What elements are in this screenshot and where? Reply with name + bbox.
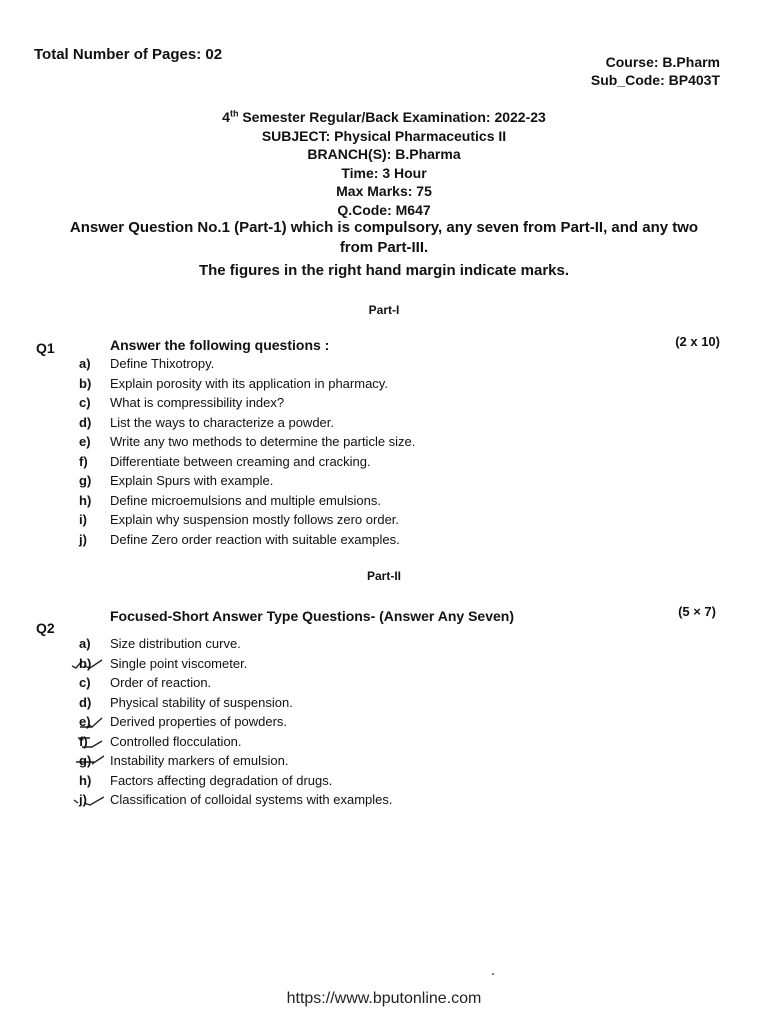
list-item bbox=[70, 673, 670, 693]
item-label: e) bbox=[79, 434, 91, 449]
list-item bbox=[70, 654, 670, 674]
list-item bbox=[70, 354, 670, 374]
course-info bbox=[591, 53, 720, 89]
instructions bbox=[30, 218, 738, 258]
semester-ordinal: 4 bbox=[222, 109, 230, 125]
item-label: c) bbox=[79, 395, 91, 410]
item-label: h) bbox=[79, 772, 92, 788]
item-text: Size distribution curve. bbox=[110, 636, 241, 651]
item-label: j) bbox=[79, 792, 87, 807]
item-label: j) bbox=[79, 531, 87, 547]
item-text: Controlled flocculation. bbox=[110, 733, 242, 749]
list-item bbox=[70, 790, 670, 810]
time-text: Time: 3 Hour bbox=[341, 164, 427, 181]
list-item bbox=[70, 393, 670, 413]
scan-speck bbox=[492, 973, 494, 975]
item-text: Classification of colloidal systems with examples. bbox=[110, 792, 393, 807]
item-text: Define Zero order reaction with suitable examples. bbox=[110, 531, 400, 547]
list-item bbox=[70, 530, 670, 550]
instructions-line2: from Part-III. bbox=[339, 239, 429, 256]
item-text: What is compressibility index? bbox=[110, 395, 285, 410]
exam-title-text: Semester Regular/Back Examination: 2022-23 bbox=[238, 109, 546, 125]
part1-label: Part-I bbox=[368, 303, 400, 317]
item-label: b) bbox=[79, 655, 92, 671]
item-text: Define microemulsions and multiple emulsions. bbox=[110, 492, 381, 508]
item-label: d) bbox=[79, 414, 92, 430]
footer-url[interactable]: https://www.bputonline.com bbox=[286, 990, 482, 1007]
item-text: Explain porosity with its application in pharmacy. bbox=[110, 375, 388, 391]
item-text: Order of reaction. bbox=[110, 675, 212, 690]
q1-heading: Answer the following questions : bbox=[110, 337, 330, 353]
item-label: f) bbox=[79, 733, 88, 749]
branch-text: BRANCH(S): B.Pharma bbox=[307, 146, 461, 162]
item-label: d) bbox=[79, 694, 92, 710]
list-item bbox=[70, 471, 670, 491]
item-text: Explain Spurs with example. bbox=[110, 473, 274, 488]
item-label: i) bbox=[79, 512, 87, 527]
list-item bbox=[70, 732, 670, 752]
q1-list bbox=[70, 354, 670, 549]
item-text: Explain why suspension mostly follows zero order. bbox=[110, 512, 400, 527]
item-label: g) bbox=[79, 473, 92, 488]
q2-number: Q2 bbox=[36, 620, 55, 636]
list-item bbox=[70, 693, 670, 713]
marks-note: The figures in the right hand margin indicate marks. bbox=[198, 262, 570, 279]
q2-marks: (5 × 7) bbox=[678, 604, 716, 619]
total-pages-text: Total Number of Pages: 02 bbox=[34, 46, 223, 63]
item-label: f) bbox=[79, 453, 88, 469]
item-label: b) bbox=[79, 375, 92, 391]
list-item bbox=[70, 374, 670, 394]
item-label: g) bbox=[79, 753, 92, 768]
q1-marks: (2 x 10) bbox=[675, 334, 720, 349]
item-label: a) bbox=[79, 356, 91, 371]
list-item bbox=[70, 751, 670, 771]
item-label: e) bbox=[79, 714, 91, 729]
q2-heading: Focused-Short Answer Type Questions- (Answer Any Seven) bbox=[110, 608, 514, 624]
item-text: Instability markers of emulsion. bbox=[110, 753, 289, 768]
item-text: Factors affecting degradation of drugs. bbox=[110, 772, 333, 788]
item-label: h) bbox=[79, 492, 92, 508]
q2-list bbox=[70, 634, 670, 810]
list-item bbox=[70, 432, 670, 452]
instructions-line1: Answer Question No.1 (Part-1) which is compulsory, any seven from Part-II, and any two bbox=[69, 219, 699, 236]
item-text: Write any two methods to determine the particle size. bbox=[110, 434, 416, 449]
part2-label: Part-II bbox=[366, 569, 401, 583]
subject-text: SUBJECT: Physical Pharmaceutics II bbox=[261, 127, 507, 144]
item-text: List the ways to characterize a powder. bbox=[110, 414, 335, 430]
exam-title bbox=[0, 108, 768, 127]
item-text: Physical stability of suspension. bbox=[110, 694, 293, 710]
sub-code-text: Sub_Code: BP403T bbox=[590, 72, 720, 88]
list-item bbox=[70, 771, 670, 791]
list-item bbox=[70, 634, 670, 654]
course-text: Course: B.Pharm bbox=[605, 54, 720, 70]
item-label: a) bbox=[79, 636, 91, 651]
q-code-text: Q.Code: M647 bbox=[337, 201, 431, 218]
list-item bbox=[70, 452, 670, 472]
item-text: Single point viscometer. bbox=[110, 655, 248, 671]
item-text: Derived properties of powders. bbox=[110, 714, 288, 729]
semester-suffix: th bbox=[229, 108, 239, 119]
list-item bbox=[70, 413, 670, 433]
max-marks-text: Max Marks: 75 bbox=[336, 183, 432, 199]
item-text: Define Thixotropy. bbox=[110, 356, 215, 371]
list-item bbox=[70, 510, 670, 530]
q1-number: Q1 bbox=[36, 340, 55, 356]
list-item bbox=[70, 491, 670, 511]
item-text: Differentiate between creaming and cracking. bbox=[110, 453, 371, 469]
item-label: c) bbox=[79, 675, 91, 690]
exam-details bbox=[0, 108, 768, 219]
list-item bbox=[70, 712, 670, 732]
